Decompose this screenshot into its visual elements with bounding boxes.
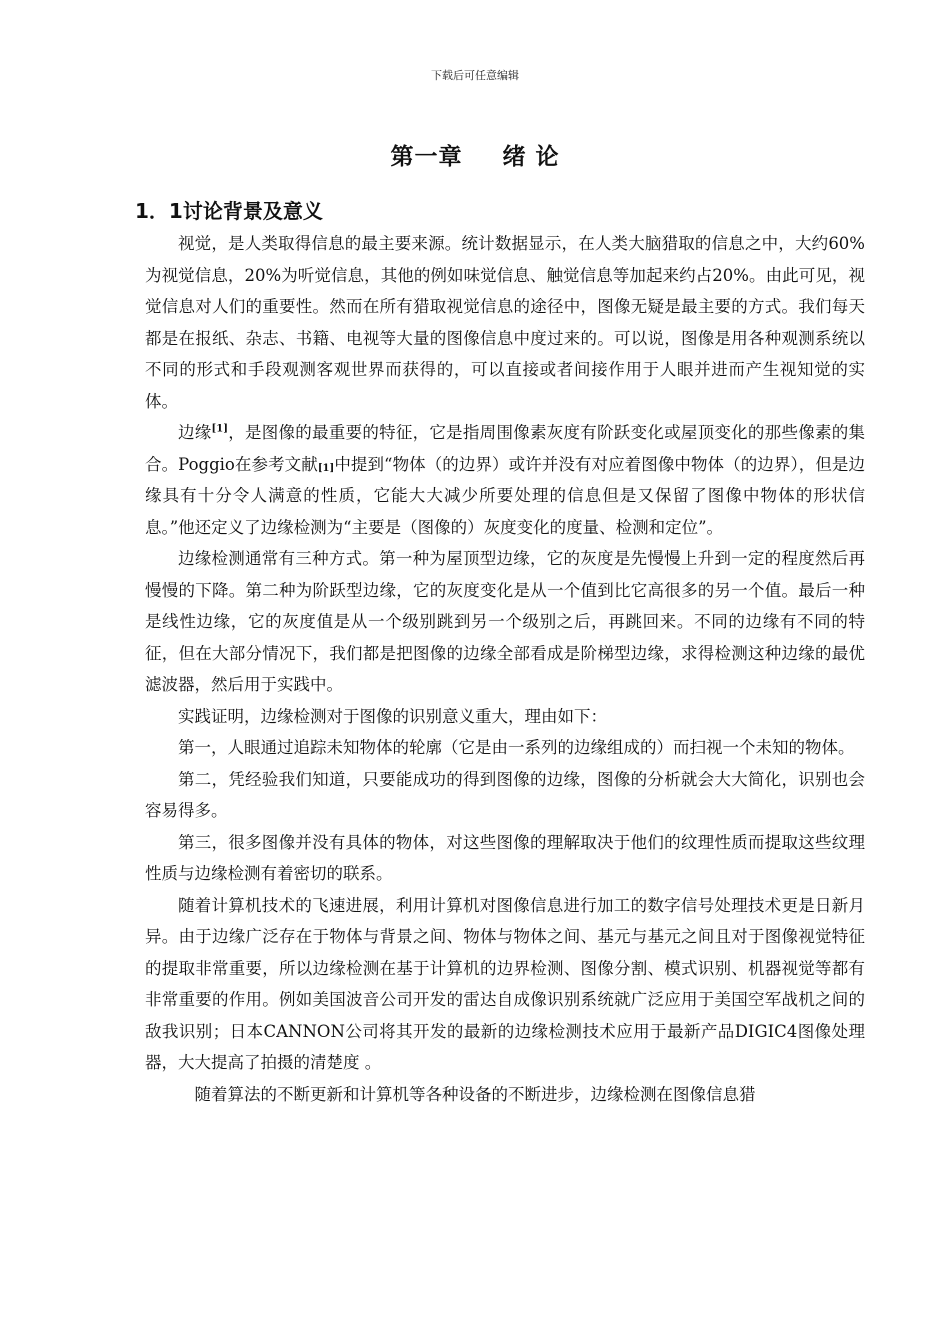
paragraph-5: 第一，人眼通过追踪未知物体的轮廓（它是由一系列的边缘组成的）而扫视一个未知的物体。 xyxy=(178,738,855,757)
paragraph-2-text-c: 中提到“物体（的边界）或许并没有对应着图像中物体（的边界），但是边缘具有十分令人满意的性质，它能大大减少所要处理的信息但是又保留了图像中物体的形状信息。”他还定义了边缘检测为“主要是（图像的）灰度变化的度量、检测和定位”。 xyxy=(145,454,866,537)
paragraph-2-text-a: 边缘 xyxy=(178,423,212,442)
paragraph-9: 随着算法的不断更新和计算机等各种设备的不断进步，边缘检测在图像信息猎 xyxy=(194,1084,756,1104)
paragraph-8: 随着计算机技术的飞速进展，利用计算机对图像信息进行加工的数字信号处理技术更是日新月异。由于边缘广泛存在于物体与背景之间、物体与物体之间、基元与基元之间且对于图像视觉特征的提取非常重要，所以边缘检测在基于计算机的边界检测、图像分割、模式识别、机器视觉等都有非常重要的作用。例如美国波音公司开发的雷达自成像识别系统就广泛应用于美国空军战机之间的敌我识别；日本CANNON公司将其开发的最新的边缘检测技术应用于最新产品DIGIC4图像处理器，大大提高了拍摄的清楚度 。 xyxy=(145,895,865,1072)
chapter-name: 绪 论 xyxy=(502,144,560,170)
citation-ref-2: [1] xyxy=(317,462,335,474)
paragraph-6: 第二，凭经验我们知道，只要能成功的得到图像的边缘，图像的分析就会大大简化，识别也会容易得多。 xyxy=(145,769,865,820)
header-note: 下载后可任意编辑 xyxy=(431,69,519,82)
chapter-number: 第一章 xyxy=(390,144,463,170)
paragraph-3: 边缘检测通常有三种方式。第一种为屋顶型边缘，它的灰度是先慢慢上升到一定的程度然后再慢慢的下降。第二种为阶跃型边缘，它的灰度变化是从一个值到比它高很多的另一个值。最后一种是线性边缘，它的灰度值是从一个级别跳到另一个级别之后，再跳回来。不同的边缘有不同的特征，但在大部分情况下，我们都是把图像的边缘全部看成是阶梯型边缘，求得检测这种边缘的最优滤波器，然后用于实践中。 xyxy=(145,549,865,694)
paragraph-7: 第三，很多图像并没有具体的物体，对这些图像的理解取决于他们的纹理性质而提取这些纹理性质与边缘检测有着密切的联系。 xyxy=(145,832,865,883)
paragraph-1: 视觉，是人类取得信息的最主要来源。统计数据显示，在人类大脑猎取的信息之中，大约60%为视觉信息，20%为听觉信息，其他的例如味觉信息、触觉信息等加起来约占20%。由此可见，视觉信息对人们的重要性。然而在所有猎取视觉信息的途径中，图像无疑是最主要的方式。我们每天都是在报纸、杂志、书籍、电视等大量的图像信息中度过来的。可以说，图像是用各种观测系统以不同的形式和手段观测客观世界而获得的，可以直接或者间接作用于人眼并进而产生视知觉的实体。 xyxy=(145,234,865,411)
chapter-title xyxy=(0,138,950,171)
paragraph-2-text-b: ，是图像的最重要的特征，它是指周围像素灰度有阶跃变化或屋顶变化的那些像素的集合。Poggio在参考文献 xyxy=(145,423,866,474)
paragraph-2 xyxy=(145,417,865,543)
paragraph-4: 实践证明，边缘检测对于图像的识别意义重大，理由如下： xyxy=(178,706,607,726)
body-text xyxy=(145,228,865,1110)
citation-ref-1: [1] xyxy=(211,423,228,435)
section-title: 1．1讨论背景及意义 xyxy=(135,199,323,223)
